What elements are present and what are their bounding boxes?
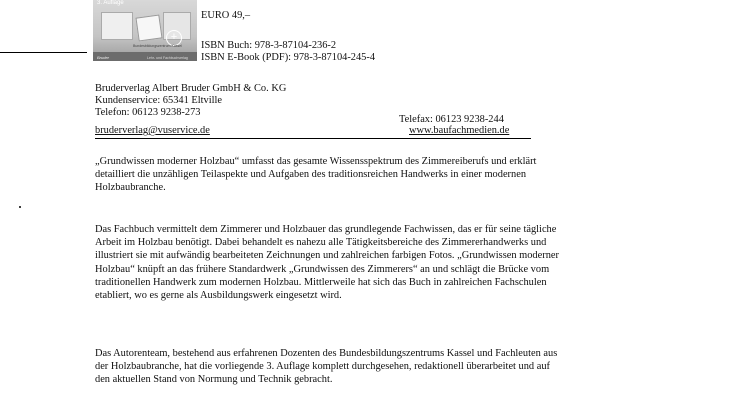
website-link[interactable]: www.baufachmedien.de bbox=[409, 125, 510, 136]
description-paragraph-2: Das Fachbuch vermittelt dem Zimmerer und Holzbauer das grundlegende Fachwissen, das er für seine tägliche Arbeit im Holzbau benötigt. Dabei behandelt es nahezu alle Tätigkeitsbereiche des Zimmererhandwerks und illustriert sie mit aufwändig bearbeiteten Zeichnungen und zahlreichen farbigen Fotos. „Grundwissen moderner Holzbau“ knüpft an das frühere Standardwerk „Grundwissen des Zimmerers“ an und schlägt die Brücke vom traditionellen Handwerk zum modernen Holzbau. Mittlerweile hat sich das Buch in zahlreichen Fachschulen etabliert, wo es gerne als Ausbildungswerk eingesetzt wird. bbox=[95, 224, 559, 302]
description-paragraph-3: Das Autorenteam, bestehend aus erfahrenen Dozenten des Bundesbildungszentrums Kassel und Fachleuten aus der Holzbaubranche, hat die vorliegende 3. Auflage komplett durchgesehen, redaktionell überarbeitet und auf den aktuellen Stand von Normung und Technik gebracht. bbox=[95, 348, 558, 386]
cover-plus-icon: + bbox=[166, 30, 182, 46]
description-paragraph-1: „Grundwissen moderner Holzbau“ umfasst das gesamte Wissensspektrum des Zimmereiberufs und erklärt detailliert die unzähligen Teilaspekte und Aufgaben des traditionsreichen Handwerks in einer modernen Holzbaubranche. bbox=[95, 156, 537, 194]
book-price: EURO 49,– bbox=[201, 10, 251, 21]
cover-footer-text: Lehr- und Fachbuchverlag bbox=[147, 56, 188, 60]
isbn-ebook: ISBN E-Book (PDF): 978-3-87104-245-4 bbox=[201, 52, 376, 63]
phone-number: Telefon: 06123 9238-273 bbox=[95, 107, 201, 118]
cover-edition-label: 3. Auflage bbox=[97, 0, 124, 6]
customer-service-address: Kundenservice: 65341 Eltville bbox=[95, 95, 222, 106]
publisher-name: Bruderverlag Albert Bruder GmbH & Co. KG bbox=[95, 83, 287, 94]
contact-divider-line bbox=[95, 138, 531, 139]
email-link[interactable]: bruderverlag@vuservice.de bbox=[95, 125, 210, 136]
isbn-print: ISBN Buch: 978-3-87104-236-2 bbox=[201, 40, 337, 51]
book-cover-image bbox=[93, 0, 197, 61]
cover-photo-2 bbox=[135, 14, 162, 41]
cover-publisher-logo: Bruder bbox=[97, 55, 110, 60]
left-divider-line bbox=[0, 52, 87, 53]
cover-caption: Bundesbildungszentrum Kassel bbox=[133, 44, 183, 48]
fax-number: Telefax: 06123 9238-244 bbox=[399, 114, 504, 125]
cover-photo-1 bbox=[101, 12, 133, 40]
margin-dot bbox=[19, 206, 21, 208]
